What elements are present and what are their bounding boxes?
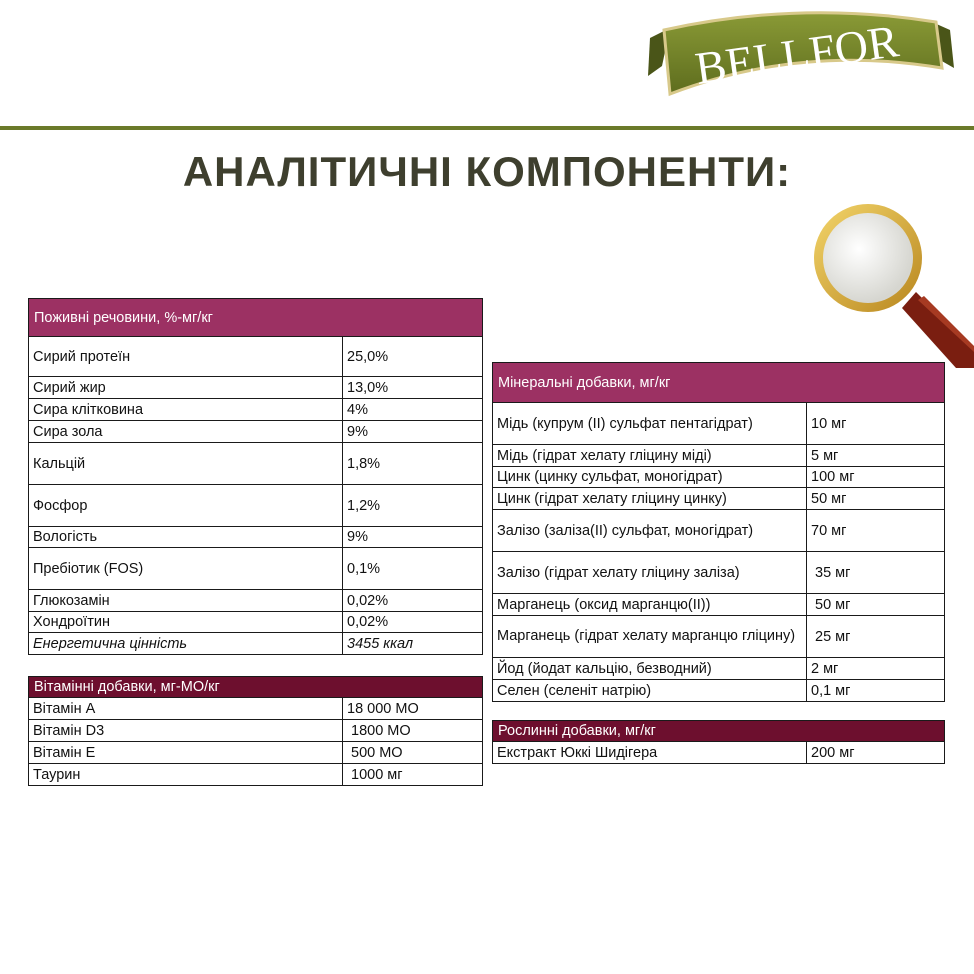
row-name: Сира клітковина [29,399,343,421]
row-name: Вологість [29,527,343,548]
table-row [29,590,483,612]
row-value: 9% [343,421,483,443]
row-value: 25 мг [807,616,945,658]
row-value: 0,1 мг [807,680,945,702]
table-row [29,720,483,742]
row-name: Залізо (заліза(ІІ) сульфат, моногідрат) [493,510,807,552]
row-name: Сирий жир [29,377,343,399]
magnifying-glass-icon [806,200,974,370]
row-value: 100 мг [807,467,945,488]
table-row [29,548,483,590]
nutrients-header: Поживні речовини, %-мг/кг [29,299,483,337]
table-row [493,594,945,616]
table-row [29,742,483,764]
row-name: Фосфор [29,485,343,527]
table-row [29,377,483,399]
row-name: Мідь (купрум (ІІ) сульфат пентагідрат) [493,403,807,445]
table-row [493,510,945,552]
row-value: 5 мг [807,445,945,467]
table-row [29,399,483,421]
row-value: 0,1% [343,548,483,590]
row-value: 1,8% [343,443,483,485]
row-value: 50 мг [807,594,945,616]
table-row [29,764,483,786]
table-row [493,680,945,702]
table-row [29,527,483,548]
row-name: Сира зола [29,421,343,443]
table-row [493,445,945,467]
table-row [29,443,483,485]
table-row [29,485,483,527]
row-value: 1000 мг [343,764,483,786]
row-value: 35 мг [807,552,945,594]
table-row [493,658,945,680]
row-value: 25,0% [343,337,483,377]
row-value: 500 МО [343,742,483,764]
table-row [493,742,945,764]
svg-text:BELLFOR: BELLFOR [692,15,902,95]
nutrients-table [28,298,483,655]
row-value: 10 мг [807,403,945,445]
row-value: 50 мг [807,488,945,510]
row-name: Мідь (гідрат хелату гліцину міді) [493,445,807,467]
row-value: 200 мг [807,742,945,764]
plants-header: Рослинні добавки, мг/кг [493,721,945,742]
page-title: АНАЛІТИЧНІ КОМПОНЕНТИ: [182,148,792,195]
row-value: 18 000 МО [343,698,483,720]
row-name: Сирий протеїн [29,337,343,377]
row-name: Хондроїтин [29,612,343,633]
row-name: Залізо (гідрат хелату гліцину заліза) [493,552,807,594]
row-value: 9% [343,527,483,548]
table-row [29,337,483,377]
table-row [29,612,483,633]
row-name: Вітамін Е [29,742,343,764]
table-row [29,633,483,655]
row-value: 3455 ккал [343,633,483,655]
row-value: 2 мг [807,658,945,680]
row-value: 4% [343,399,483,421]
table-row [493,467,945,488]
row-name: Марганець (оксид марганцю(ІІ)) [493,594,807,616]
row-name: Йод (йодат кальцію, безводний) [493,658,807,680]
row-name: Таурин [29,764,343,786]
minerals-header: Мінеральні добавки, мг/кг [493,363,945,403]
row-name: Вітамін D3 [29,720,343,742]
vitamins-header: Вітамінні добавки, мг-МО/кг [29,677,483,698]
row-name: Вітамін А [29,698,343,720]
row-name: Екстракт Юккі Шидігера [493,742,807,764]
row-value: 1,2% [343,485,483,527]
row-name: Енергетична цінність [29,633,343,655]
row-name: Марганець (гідрат хелату марганцю гліцину) [493,616,807,658]
divider-rule [0,126,974,130]
table-row [29,698,483,720]
row-name: Пребіотик (FOS) [29,548,343,590]
table-row [493,403,945,445]
table-row [29,421,483,443]
row-name: Кальцій [29,443,343,485]
table-row [493,616,945,658]
row-name: Глюкозамін [29,590,343,612]
row-value: 70 мг [807,510,945,552]
vitamins-table [28,676,483,786]
bellfor-logo [640,8,960,118]
row-name: Цинк (цинку сульфат, моногідрат) [493,467,807,488]
row-name: Селен (селеніт натрію) [493,680,807,702]
plants-table [492,720,945,764]
table-row [493,488,945,510]
row-value: 1800 МО [343,720,483,742]
table-row [493,552,945,594]
row-value: 0,02% [343,612,483,633]
row-value: 0,02% [343,590,483,612]
minerals-table [492,362,945,702]
row-value: 13,0% [343,377,483,399]
row-name: Цинк (гідрат хелату гліцину цинку) [493,488,807,510]
